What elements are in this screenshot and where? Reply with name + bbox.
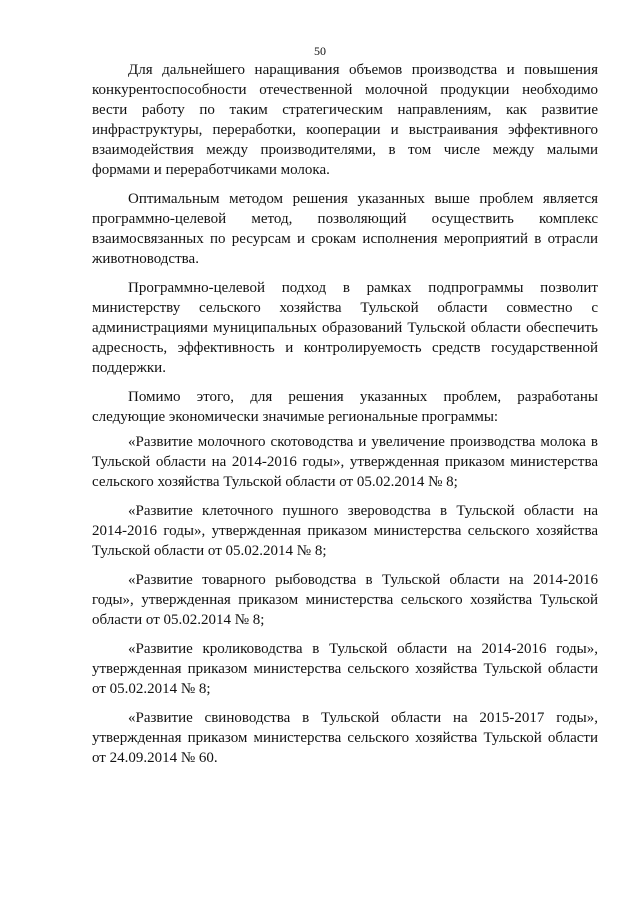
document-body — [92, 60, 598, 777]
program-list — [92, 432, 598, 768]
program-item: «Развитие молочного скотоводства и увеличение производства молока в Тульской области на 2014-2016 годы», утвержденная приказом министерства сельского хозяйства Тульской области от 05.02.2014 № 8; — [92, 434, 598, 490]
paragraph-4: Помимо этого, для решения указанных проблем, разработаны следующие экономически значимые региональные программы: — [92, 389, 598, 425]
paragraph-2: Оптимальным методом решения указанных выше проблем является программно-целевой метод, позволяющий осуществить комплекс взаимосвязанных по ресурсам и срокам исполнения мероприятий в отрасли животноводства. — [92, 191, 598, 267]
program-item: «Развитие клеточного пушного звероводства в Тульской области на 2014-2016 годы», утвержденная приказом министерства сельского хозяйства Тульской области от 05.02.2014 № 8; — [92, 503, 598, 559]
paragraph-1: Для дальнейшего наращивания объемов производства и повышения конкурентоспособности отечественной молочной продукции необходимо вести работу по таким стратегическим направлениям, как развитие инфраструктуры, переработки, кооперации и выстраивания эффективного взаимодействия между производителями, в том числе между малыми формами и переработчиками молока. — [92, 62, 598, 178]
program-item: «Развитие свиноводства в Тульской области на 2015-2017 годы», утвержденная приказом министерства сельского хозяйства Тульской области от 24.09.2014 № 60. — [92, 710, 598, 766]
program-item: «Развитие товарного рыбоводства в Тульской области на 2014-2016 годы», утвержденная приказом министерства сельского хозяйства Тульской области от 05.02.2014 № 8; — [92, 572, 598, 628]
page-number: 50 — [314, 44, 326, 58]
program-item: «Развитие кролиководства в Тульской области на 2014-2016 годы», утвержденная приказом министерства сельского хозяйства Тульской области от 05.02.2014 № 8; — [92, 641, 598, 697]
paragraph-3: Программно-целевой подход в рамках подпрограммы позволит министерству сельского хозяйства Тульской области совместно с администрациями муниципальных образований Тульской области обеспечить адресность, эффективность и контролируемость средств государственной поддержки. — [92, 280, 598, 376]
